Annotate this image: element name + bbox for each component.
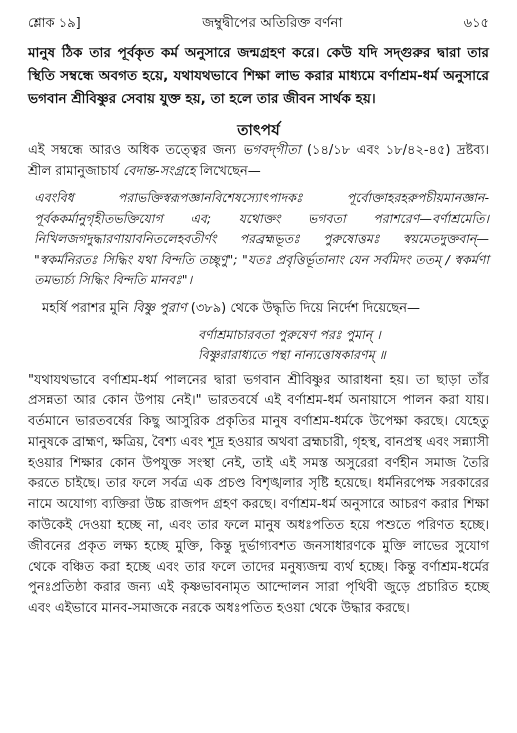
verse-line-1: বর্ণাশ্রমাচারবতা পুরুষেণ পরঃ পুমান্‌ । — [198, 326, 381, 342]
citation-line — [28, 299, 489, 319]
citation-book: বিষ্ণু পুরাণ — [132, 300, 187, 316]
intro-text-3: লিখেছেন— — [195, 163, 261, 179]
intro-book-vedanta: বেদান্ত-সংগ্রহে — [122, 163, 196, 179]
verse-translation: মানুষ ঠিক তার পূর্বকৃত কর্ম অনুসারে জন্মগ্রহণ করে। কেউ যদি সদ্‌গুরুর দ্বারা তার স্থিতি সম্বন্ধে অবগত হয়ে, যথাযথভাবে শিক্ষা লাভ করার মাধ্যমে বর্ণাশ্রম-ধর্ম অনুসারে ভগবান শ্রীবিষ্ণুর সেবায় যুক্ত হয়, তা হলে তার জীবন সার্থক হয়। — [28, 45, 489, 107]
purport-paragraph: "যথাযথভাবে বর্ণাশ্রম-ধর্ম পালনের দ্বারা ভগবান শ্রীবিষ্ণুর আরাধনা হয়। তা ছাড়া তাঁর প্রসন্নতা আর কোন উপায় নেই।" ভারতবর্ষে এই বর্ণাশ্রম-ধর্ম অনায়াসে পালন করা যায়। বর্তমানে ভারতবর্ষের কিছু আসুরিক প্রকৃতির মানুষ বর্ণাশ্রম-ধর্মকে উপেক্ষা করছে। যেহেতু মানুষকে ব্রাহ্মণ, ক্ষত্রিয়, বৈশ্য এবং শূদ্র হওয়ার অথবা ব্রহ্মচারী, গৃহস্থ, বানপ্রস্থ এবং সন্ন্যাসী হওয়ার শিক্ষার কোন উপযুক্ত সংস্থা নেই, তাই এই সমস্ত অসুরেরা বর্ণহীন সমাজ তৈরি করতে চাইছে। তার ফলে সর্বত্র এক প্রচণ্ড বিশৃঙ্খলার সৃষ্টি হয়েছে। ধর্মনিরপেক্ষ সরকারের নামে অযোগ্য ব্যক্তিরা উচ্চ রাজপদ গ্রহণ করছে। বর্ণাশ্রম-ধর্ম অনুসারে আচরণ করার শিক্ষা কাউকেই দেওয়া হচ্ছে না, এবং তার ফলে মানুষ অধঃপতিত হয়ে পশুতে পরিণত হচ্ছে। জীবনের প্রকৃত লক্ষ্য হচ্ছে মুক্তি, কিন্তু দুর্ভাগ্যবশত জনসাধারণকে মুক্তি লাভের সুযোগ থেকে বঞ্চিত করা হচ্ছে এবং তার ফলে তাদের মনুষ্যজন্ম ব্যর্থ হচ্ছে। কিন্তু বর্ণাশ্রম-ধর্মের পুনঃপ্রতিষ্ঠা করার জন্য এই কৃষ্ণভাবনামৃত আন্দোলন সারা পৃথিবী জুড়ে প্রচারিত হচ্ছে এবং এইভাবে মানব-সমাজকে নরকে অধঃপতিত হওয়া থেকে উদ্ধার করছে। — [28, 372, 489, 617]
citation-text-2: (৩৮৯) থেকে উদ্ধৃতি দিয়ে নির্দেশ দিয়েছেন— — [186, 300, 420, 316]
purport-heading: তাৎপর্য — [237, 121, 280, 139]
intro-book-gita: ভগবদ্‌গীতা — [242, 143, 301, 158]
citation-text-1: মহর্ষি পরাশর মুনি — [42, 300, 133, 316]
intro-text-2: (১৪/১৮ এবং ১৮/৪২-৪৫) দ্রষ্টব্য। শ্রীল রামানুজাচার্য — [28, 143, 489, 179]
sanskrit-quote: এবংবিধ পরাভক্তিস্বরূপজ্ঞানবিশেষস্যোৎপাদকঃ পূর্বোক্তাহরহরুপচীয়মানজ্ঞান-পূর্বককর্মানুগৃহীতভক্তিযোগ এব; যথোক্তং ভগবতা পরাশরেণ—বর্ণাশ্রমেতি। নিখিলজগদুদ্ধারণায়াবনিতলেহবতীর্ণং পরব্রহ্মভূতঃ পুরুষোত্তমঃ স্বয়মেতদুক্তবান্— "স্বকর্মনিরতঃ সিদ্ধিং যথা বিন্দতি তচ্ছৃণু"; "যতঃ প্রবৃত্তির্ভূতানাং যেন সর্বমিদং ততম্ / স্বকর্মণা তমভ্যর্চ্য সিদ্ধিং বিন্দতি মানবঃ"। — [34, 190, 489, 287]
chapter-title: জম্বুদ্বীপের অতিরিক্ত বর্ণনা — [202, 15, 343, 31]
book-page — [28, 12, 489, 733]
purport-intro — [28, 141, 489, 182]
verse-reference: শ্লোক ১৯] — [28, 16, 81, 31]
quoted-verse — [198, 325, 489, 365]
verse-line-2: বিষ্ণুরারাধ্যতে পন্থা নান্যত্তোষকারণম্‌ ॥ — [198, 346, 386, 362]
page-header — [28, 12, 489, 34]
intro-text-1: এই সম্বন্ধে আরও অধিক তত্ত্বের জন্য — [28, 143, 243, 158]
page-number: ৬১৫ — [463, 16, 489, 31]
